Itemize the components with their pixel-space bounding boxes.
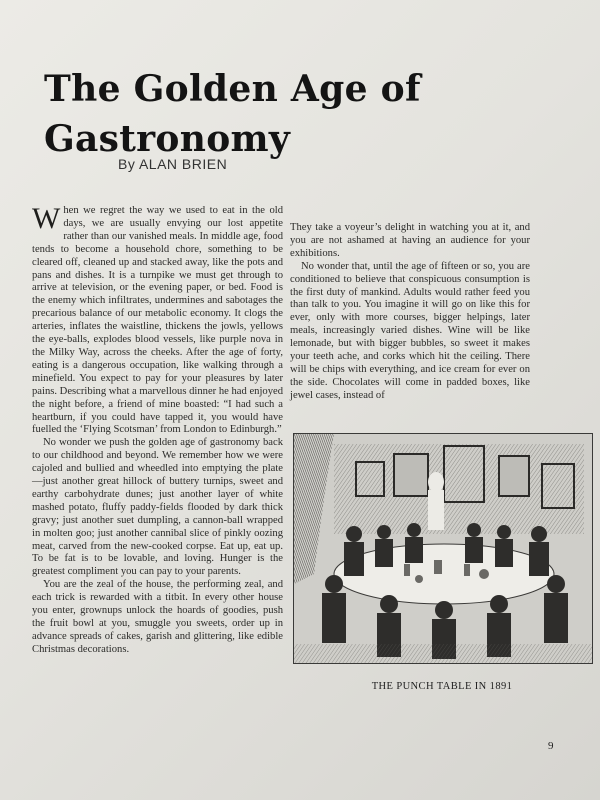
article-title: The Golden Age of Gastronomy (44, 68, 421, 161)
paragraph-text: hen we regret the way we used to eat in the old days, we are usually envying our lost appetite rather than our vanished meals. In middle age, food tends to become a household chore, something to be cleared off, cleaned up and stacked away, like the pots and pans and dishes. It is a turnpike we must get through to arrive at television, or the evening paper, or bed. Food is the enemy which infiltrates, undermines and sabotages the precarious balance of our metabolic economy. It clogs the arteries, inflates the waistline, thickens the jowls, yellows the eye-balls, explodes blood vessels, like purple nova in the Milky Way, across the cheeks. After the age of forty, eating is a dangerous occupation, like walking through a minefield. You expect to pay for your pleasures by later pains. Describing what a marvellous dinner he had enjoyed the night before, a friend of mine boasted: “I had such a heartburn, if you could have tapped it, you would have fuelled the ‘Flying Scotsman’ from London to Edinburgh.” (32, 205, 283, 436)
paragraph: No wonder that, until the age of fifteen or so, you are conditioned to believe that conspicuous consumption is the first duty of mankind. Adults would rather feed you than talk to you. You imagine it will go on like this for ever, only with more courses, bigger helpings, later meals, increasingly varied dishes. Wine will be like lemonade, but with bigger bubbles, so sweet it makes your teeth ache, and corks which hit the ceiling. There will be chips with everything, and ice cream for ever on the side. Chocolates will come in padded boxes, like jewel cases, instead of (290, 260, 530, 401)
engraving-dinner-party-illustration (293, 433, 593, 664)
paragraph: You are the zeal of the house, the performing zeal, and each trick is rewarded with a titbit. In every other house you enter, grownups unlock the hoards of goodies, push the fruit bowl at you, smuggle you sweets, order up in advance spreads of cakes, garish and glittering, like edible Christmas decorations. (32, 579, 283, 655)
byline: By ALAN BRIEN (118, 156, 228, 172)
paragraph (32, 202, 283, 437)
illustration-art (294, 434, 592, 663)
paragraph: They take a voyeur’s delight in watching you at it, and you are not ashamed at having an audience for your exhibitions. (290, 222, 530, 259)
left-column (32, 202, 283, 657)
right-column (290, 222, 530, 403)
illustration-caption: THE PUNCH TABLE IN 1891 (371, 681, 513, 692)
paragraph: No wonder we push the golden age of gastronomy back to our childhood and beyond. We remember how we were cajoled and bullied and wheedled into emptying the plate—just another great hillock of buttery turnips, sweet and earthy carbohydrate dunes; just another layer of white mashed potato, fluffy paddy-fields flooded by dark thick gravy; just another suet dumpling, a cannon-ball wrapped in molten goo; just another cannibal slice of pinkly oozing meat, carved from the new-cooked corpse. Eat up, eat up. To be fat is to be lovable, and loving. Hunger is the greatest compliment you can pay to your parents. (32, 437, 283, 578)
drop-cap: W (32, 202, 61, 235)
page-number: 9 (548, 740, 554, 752)
